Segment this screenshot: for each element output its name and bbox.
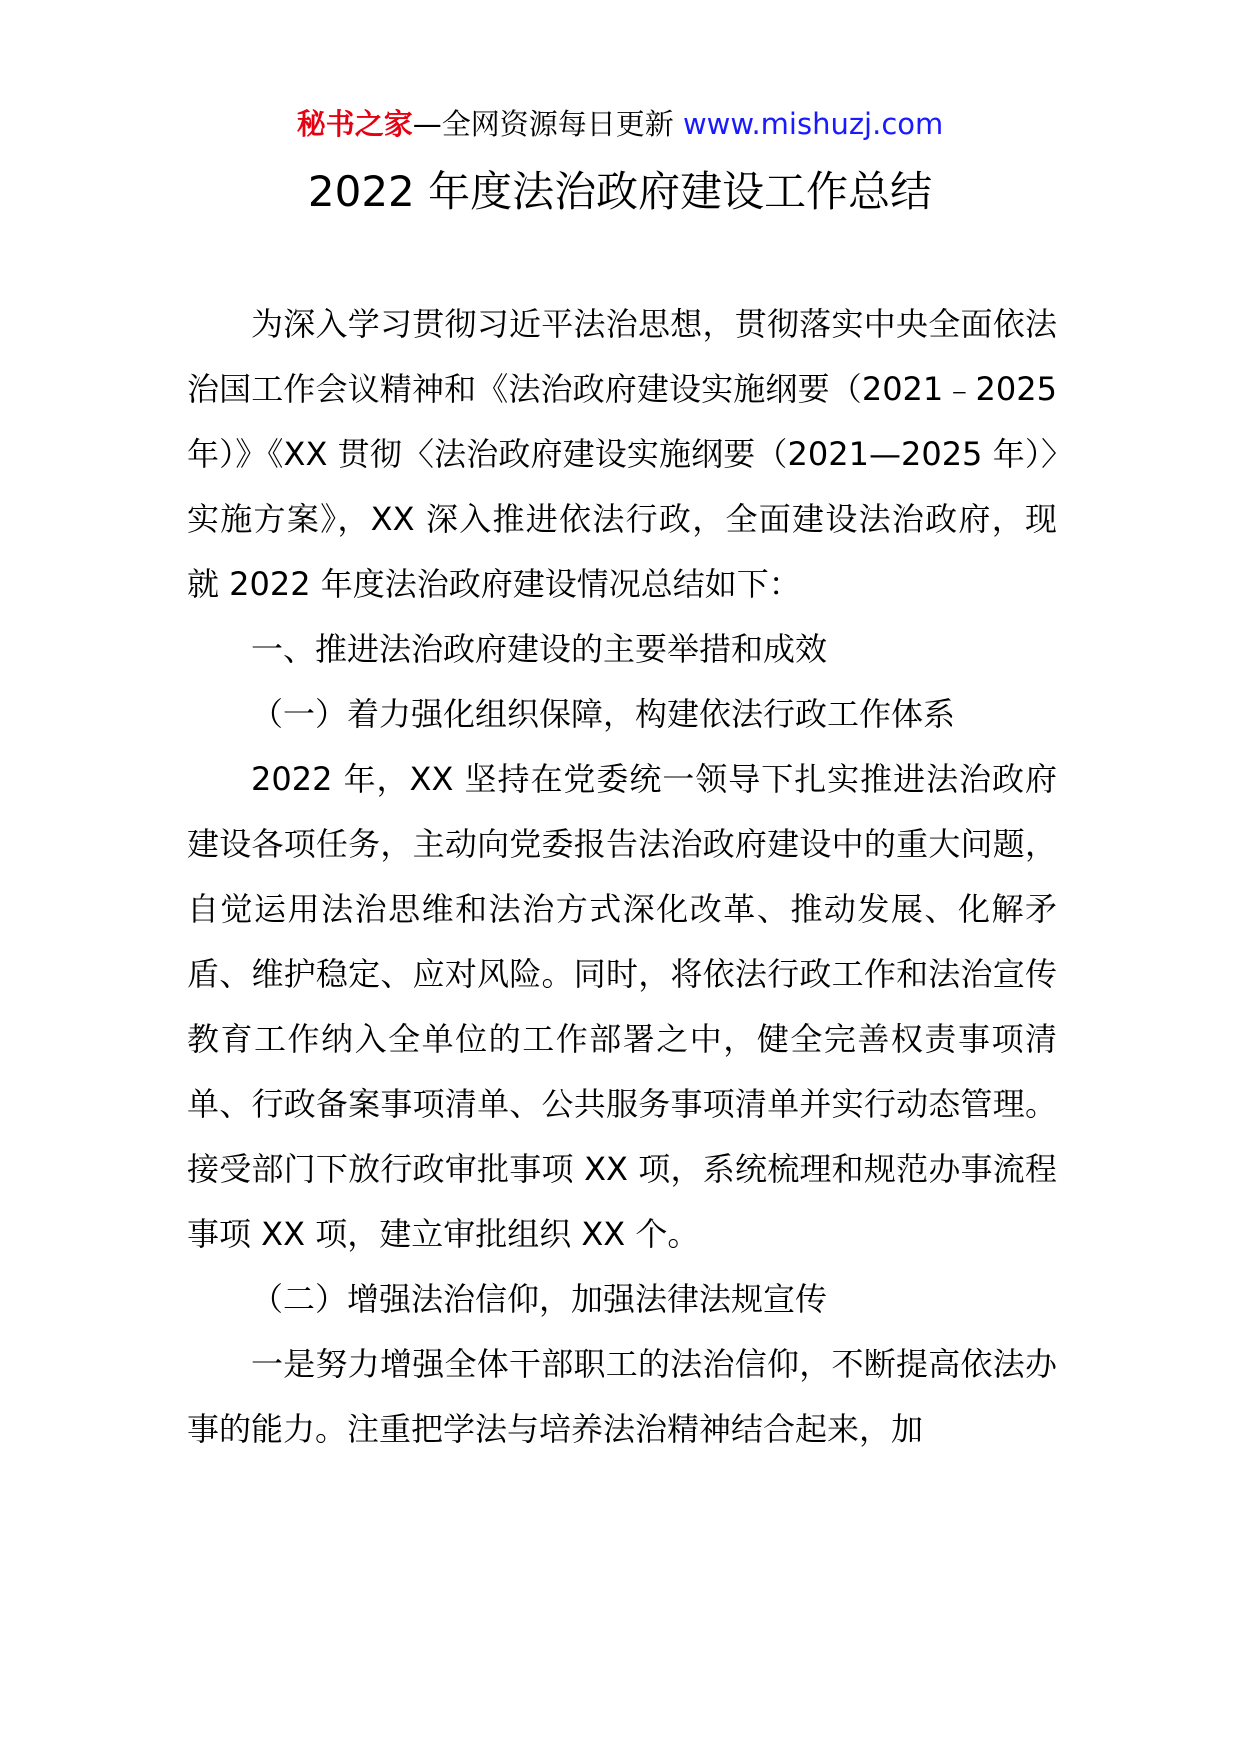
- document-title: 2022 年度法治政府建设工作总结: [307, 167, 933, 216]
- site-slogan: —全网资源每日更新: [412, 107, 683, 141]
- site-url-link[interactable]: www.mishuzj.com: [682, 107, 944, 141]
- site-header: [0, 100, 1240, 148]
- section-heading-1: 一、推进法治政府建设的主要举措和成效: [251, 630, 828, 668]
- subsection-2-paragraph: 一是努力增强全体干部职工的法治信仰，不断提高依法办事的能力。注重把学法与培养法治精神结合起来，加: [187, 1345, 1057, 1448]
- subsection-1-paragraph: 2022 年，XX 坚持在党委统一领导下扎实推进法治政府建设各项任务，主动向党委报告法治政府建设中的重大问题，自觉运用法治思维和法治方式深化改革、推动发展、化解矛盾、维护稳定、应对风险。同时，将依法行政工作和法治宣传教育工作纳入全单位的工作部署之中，健全完善权责事项清单、行政备案事项清单、公共服务事项清单并实行动态管理。接受部门下放行政审批事项 XX 项，系统梳理和规范办事流程事项 XX 项，建立审批组织 XX 个。: [187, 760, 1057, 1253]
- intro-paragraph: 为深入学习贯彻习近平法治思想，贯彻落实中央全面依法治国工作会议精神和《法治政府建设实施纲要（2021﹣2025 年）》《XX 贯彻〈法治政府建设实施纲要（2021—2025 年）〉实施方案》，XX 深入推进依法行政，全面建设法治政府，现就 2022 年度法治政府建设情况总结如下：: [187, 305, 1057, 603]
- subsection-heading-2: （二）增强法治信仰，加强法律法规宣传: [251, 1280, 828, 1318]
- subsection-heading-1: （一）着力强化组织保障，构建依法行政工作体系: [251, 695, 956, 733]
- site-brand: 秘书之家: [296, 107, 413, 141]
- document-body: [187, 292, 1057, 1462]
